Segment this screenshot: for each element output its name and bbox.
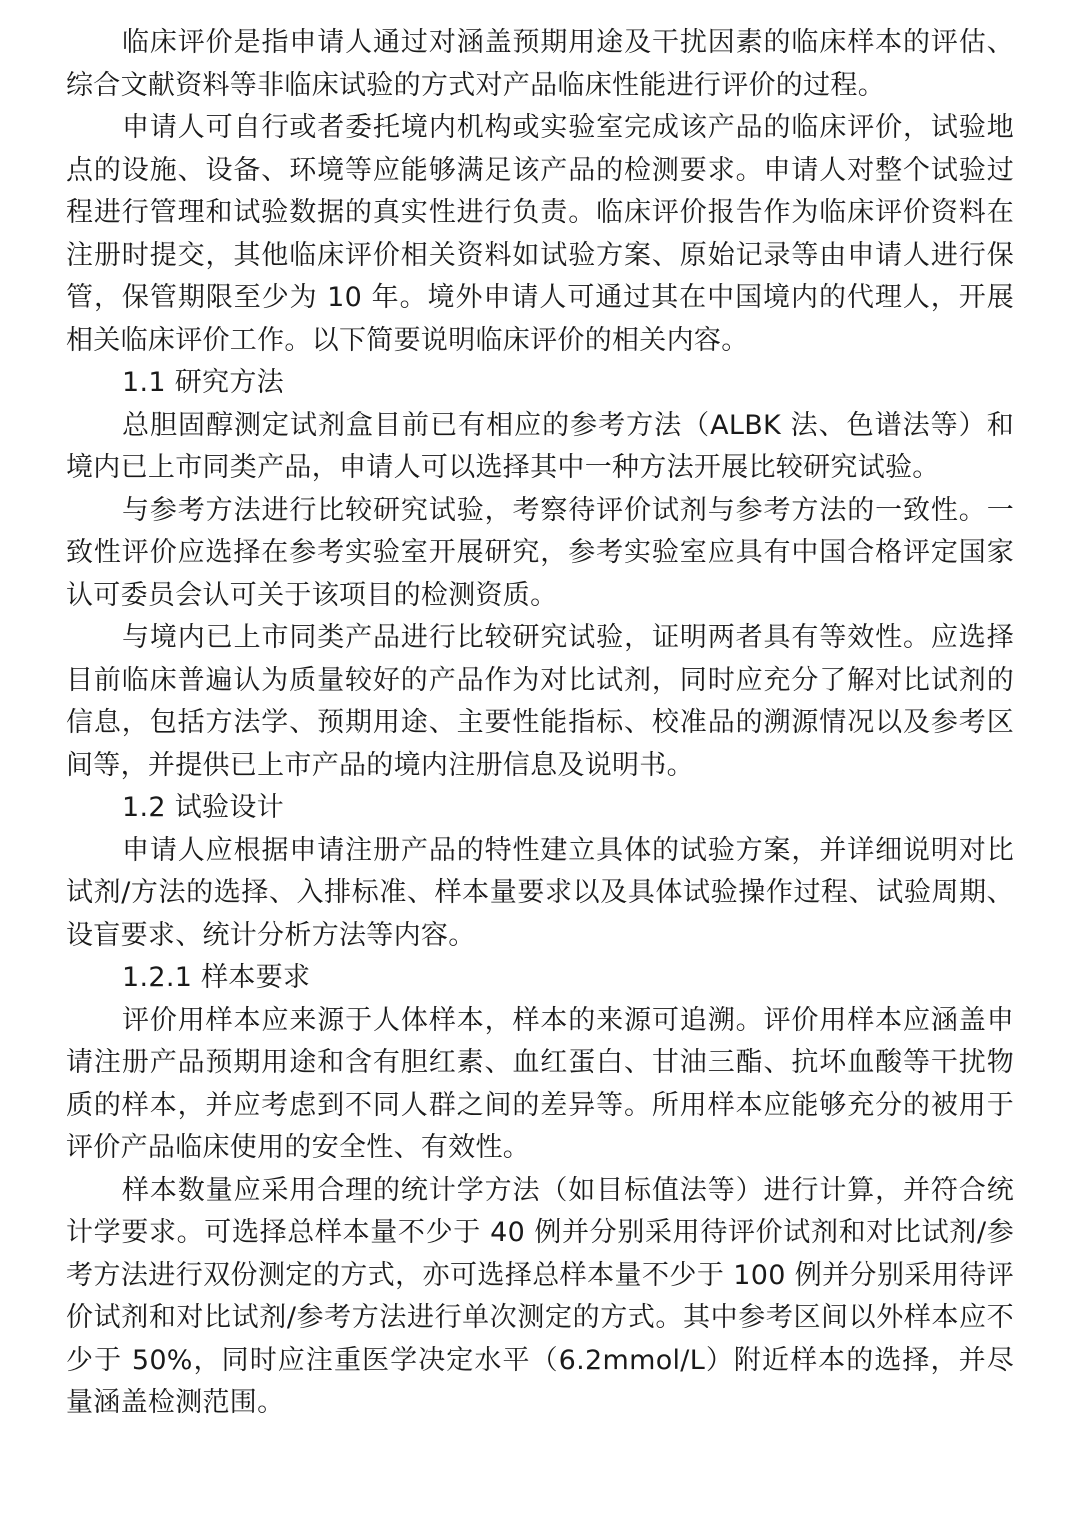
heading-trial-design: 1.2 试验设计	[122, 792, 284, 823]
heading-research-method: 1.1 研究方法	[122, 367, 284, 398]
paragraph-sample-source: 评价用样本应来源于人体样本，样本的来源可追溯。评价用样本应涵盖申请注册产品预期用途和含有胆红素、血红蛋白、甘油三酯、抗坏血酸等干扰物质的样本，并应考虑到不同人群之间的差异等。所用样本应能够充分的被用于评价产品临床使用的安全性、有效性。	[66, 1004, 1014, 1163]
paragraph-clinical-evaluation-definition: 临床评价是指申请人通过对涵盖预期用途及干扰因素的临床样本的评估、综合文献资料等非临床试验的方式对产品临床性能进行评价的过程。	[66, 27, 1014, 101]
paragraph-trial-protocol: 申请人应根据申请注册产品的特性建立具体的试验方案，并详细说明对比试剂/方法的选择、入排标准、样本量要求以及具体试验操作过程、试验周期、设盲要求、统计分析方法等内容。	[66, 834, 1014, 951]
paragraph-sample-size: 样本数量应采用合理的统计学方法（如目标值法等）进行计算，并符合统计学要求。可选择总样本量不少于 40 例并分别采用待评价试剂和对比试剂/参考方法进行双份测定的方式，亦可选择总样本量不少于 100 例并分别采用待评价试剂和对比试剂/参考方法进行单次测定的方式。其中参考区间以外样本应不少于 50%，同时应注重医学决定水平（6.2mmol/L）附近样本的选择，并尽量涵盖检测范围。	[66, 1174, 1014, 1418]
paragraph-reference-methods: 总胆固醇测定试剂盒目前已有相应的参考方法（ALBK 法、色谱法等）和境内已上市同类产品，申请人可以选择其中一种方法开展比较研究试验。	[66, 409, 1014, 483]
paragraph-applicant-responsibility: 申请人可自行或者委托境内机构或实验室完成该产品的临床评价，试验地点的设施、设备、环境等应能够满足该产品的检测要求。申请人对整个试验过程进行管理和试验数据的真实性进行负责。临床评价报告作为临床评价资料在注册时提交，其他临床评价相关资料如试验方案、原始记录等由申请人进行保管，保管期限至少为 10 年。境外申请人可通过其在中国境内的代理人，开展相关临床评价工作。以下简要说明临床评价的相关内容。	[66, 112, 1014, 356]
paragraph-marketed-product-comparison: 与境内已上市同类产品进行比较研究试验，证明两者具有等效性。应选择目前临床普遍认为质量较好的产品作为对比试剂，同时应充分了解对比试剂的信息，包括方法学、预期用途、主要性能指标、校准品的溯源情况以及参考区间等，并提供已上市产品的境内注册信息及说明书。	[66, 622, 1014, 781]
heading-sample-requirements: 1.2.1 样本要求	[122, 962, 311, 993]
document-body	[66, 22, 1014, 1425]
paragraph-reference-method-comparison: 与参考方法进行比较研究试验，考察待评价试剂与参考方法的一致性。一致性评价应选择在参考实验室开展研究，参考实验室应具有中国合格评定国家认可委员会认可关于该项目的检测资质。	[66, 494, 1014, 611]
